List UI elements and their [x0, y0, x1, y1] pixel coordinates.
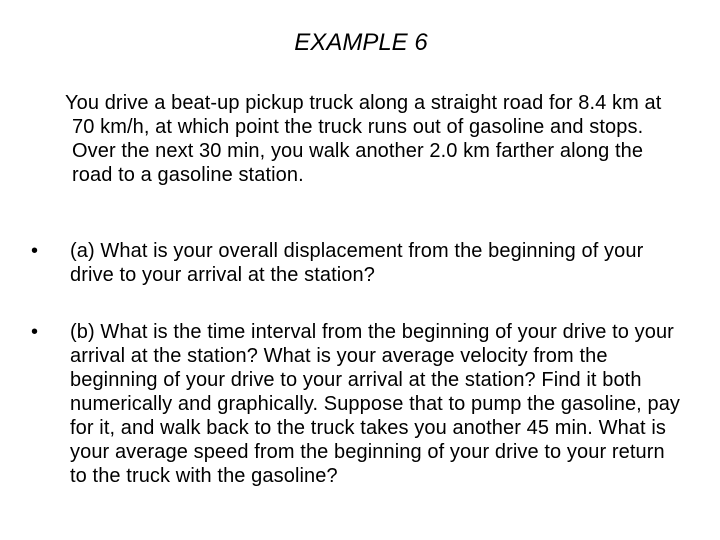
bullet-icon: •	[31, 321, 39, 343]
bullet-icon: •	[31, 240, 39, 262]
problem-statement: You drive a beat-up pickup truck along a straight road for 8.4 km at 70 km/h, at which point the truck runs out of gasoline and stops. Over the next 30 min, you walk another 2.0 km farther along the road to a gasoline station.	[65, 92, 662, 186]
question-b-text: (b) What is the time interval from the beginning of your drive to your arrival at the station? What is your average velocity from the beginning of your drive to your arrival at the station? Find it both numerically and graphically. Suppose that to pump the gasoline, pay for it, and walk back to the truck takes you another 45 min. What is your average speed from the beginning of your drive to your return to the truck with the gasoline?	[70, 321, 681, 487]
slide-title: EXAMPLE 6	[294, 29, 428, 56]
question-a-text: (a) What is your overall displacement from the beginning of your drive to your arrival at the station?	[70, 240, 644, 286]
